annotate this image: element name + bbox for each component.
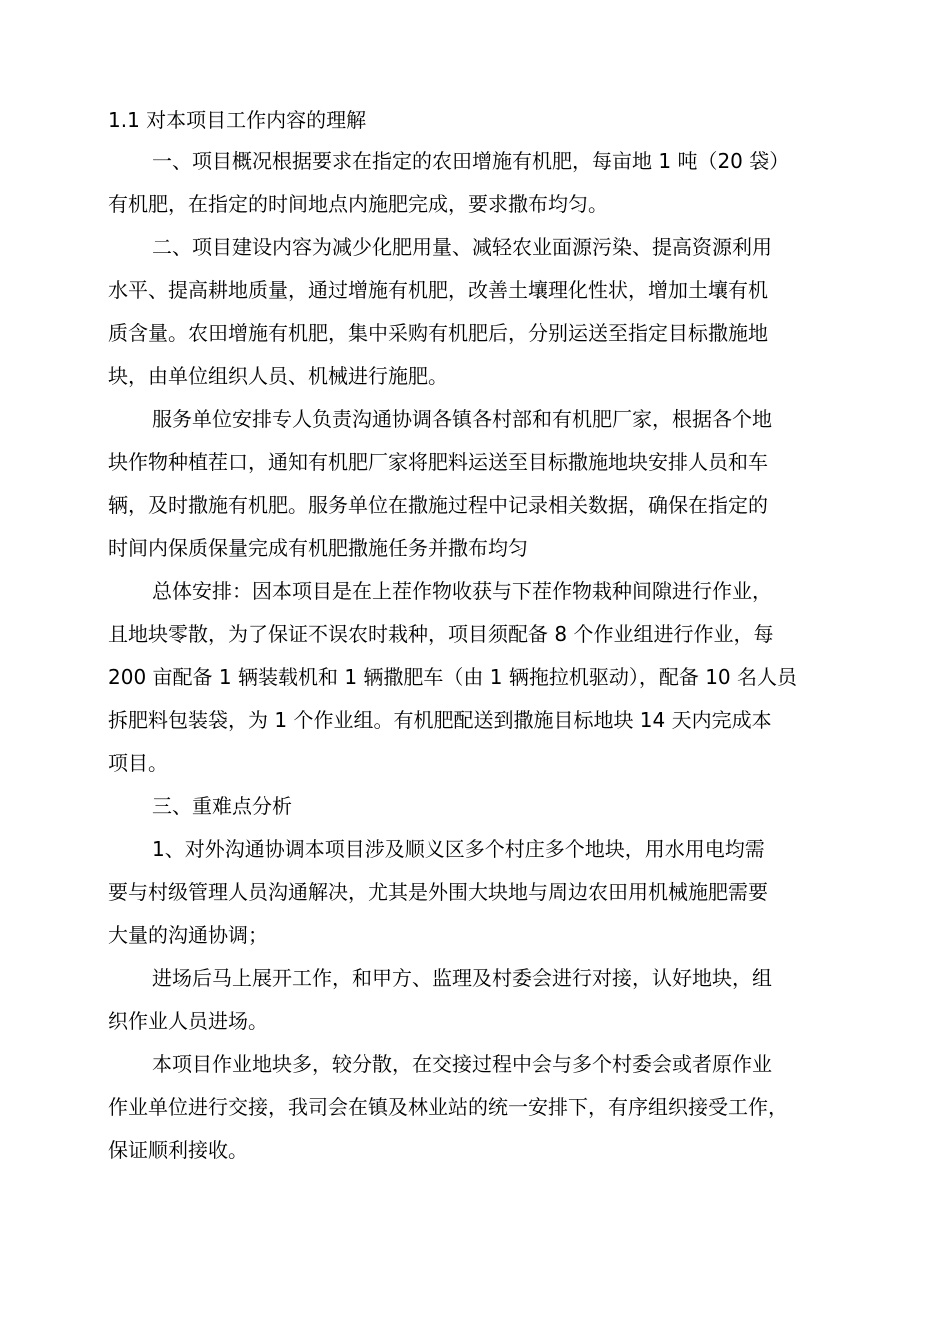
subsection-heading: 三、重难点分析 xyxy=(152,794,292,818)
paragraph-line: 时间内保质保量完成有机肥撒施任务并撒布均匀 xyxy=(108,536,528,560)
paragraph-line: 大量的沟通协调； xyxy=(108,923,268,947)
paragraph-line: 服务单位安排专人负责沟通协调各镇各村部和有机肥厂家，根据各个地 xyxy=(152,407,772,431)
paragraph-line: 二、项目建设内容为减少化肥用量、减轻农业面源污染、提高资源利用 xyxy=(152,235,772,259)
paragraph-line: 1、对外沟通协调本项目涉及顺义区多个村庄多个地块，用水用电均需 xyxy=(152,837,765,861)
paragraph-line: 块作物种植茬口，通知有机肥厂家将肥料运送至目标撒施地块安排人员和车 xyxy=(108,450,768,474)
paragraph-line: 块，由单位组织人员、机械进行施肥。 xyxy=(108,364,448,388)
paragraph-line: 作业单位进行交接，我司会在镇及林业站的统一安排下，有序组织接受工作， xyxy=(108,1095,788,1119)
paragraph-line: 总体安排：因本项目是在上茬作物收获与下茬作物栽种间隙进行作业， xyxy=(152,579,772,603)
paragraph-line: 本项目作业地块多，较分散，在交接过程中会与多个村委会或者原作业 xyxy=(152,1052,772,1076)
paragraph-line: 保证顺利接收。 xyxy=(108,1138,248,1162)
section-heading: 1.1 对本项目工作内容的理解 xyxy=(108,108,367,132)
paragraph-line: 有机肥，在指定的时间地点内施肥完成，要求撒布均匀。 xyxy=(108,192,608,216)
paragraph-line: 辆，及时撒施有机肥。服务单位在撒施过程中记录相关数据，确保在指定的 xyxy=(108,493,768,517)
paragraph-line: 质含量。农田增施有机肥，集中采购有机肥后，分别运送至指定目标撒施地 xyxy=(108,321,768,345)
paragraph-line: 要与村级管理人员沟通解决，尤其是外围大块地与周边农田用机械施肥需要 xyxy=(108,880,768,904)
paragraph-line: 拆肥料包装袋，为 1 个作业组。有机肥配送到撒施目标地块 14 天内完成本 xyxy=(108,708,772,732)
paragraph-line: 且地块零散，为了保证不误农时栽种，项目须配备 8 个作业组进行作业，每 xyxy=(108,622,774,646)
paragraph-line: 200 亩配备 1 辆装载机和 1 辆撒肥车（由 1 辆拖拉机驱动），配备 10 名人员 xyxy=(108,665,798,689)
paragraph-line: 水平、提高耕地质量，通过增施有机肥，改善土壤理化性状，增加土壤有机 xyxy=(108,278,768,302)
paragraph-line: 项目。 xyxy=(108,751,168,775)
paragraph-line: 织作业人员进场。 xyxy=(108,1009,268,1033)
paragraph-line: 一、项目概况根据要求在指定的农田增施有机肥，每亩地 1 吨（20 袋） xyxy=(152,149,790,173)
paragraph-line: 进场后马上展开工作，和甲方、监理及村委会进行对接，认好地块，组 xyxy=(152,966,772,990)
